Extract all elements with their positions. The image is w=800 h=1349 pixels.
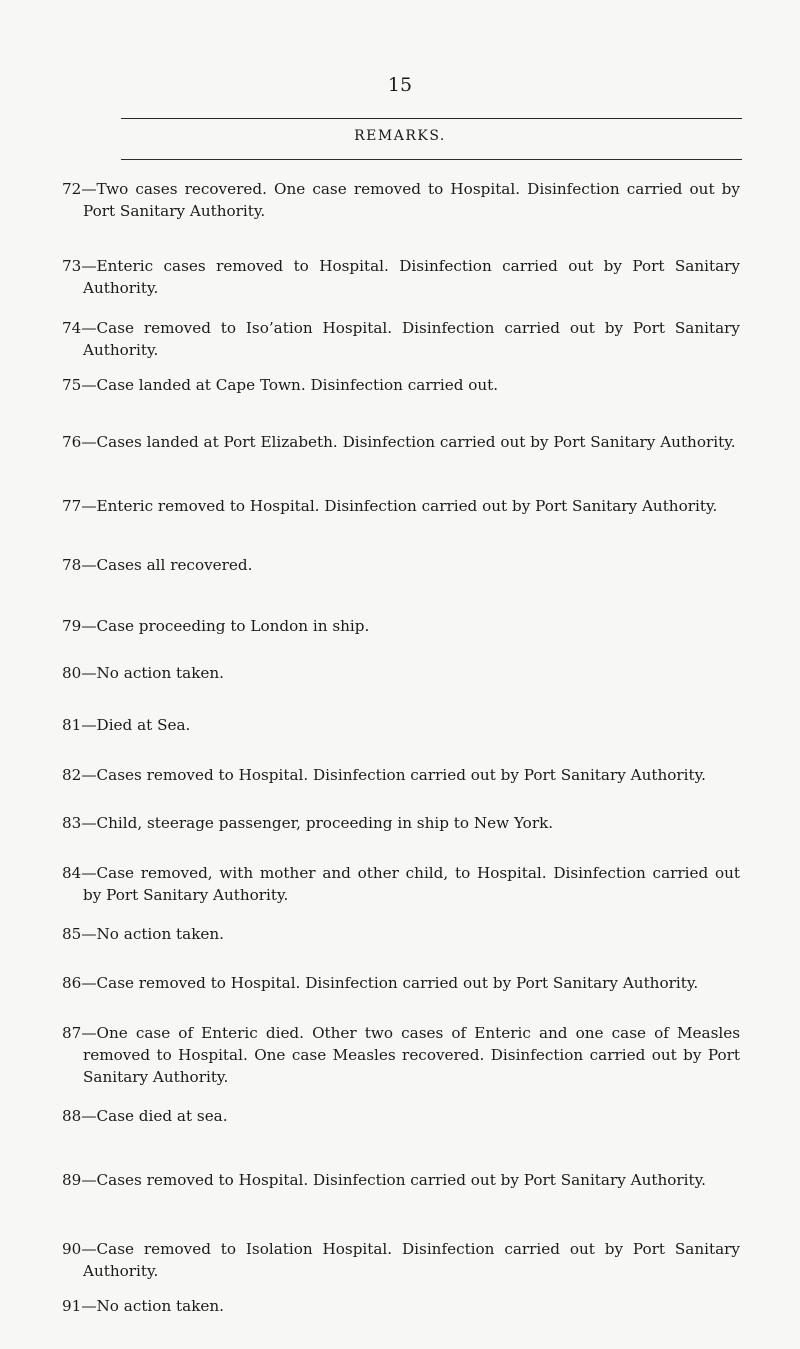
remark-82: 82—Cases removed to Hospital. Disinfection carried out by Port Sanitary Authority.: [62, 766, 707, 784]
remark-83: 83—Child, steerage passenger, proceeding in ship to New York.: [62, 814, 554, 832]
remark-90: 90—Case removed to Isolation Hospital. Disinfection carried out by Port Sanitary Authority.: [62, 1240, 740, 1280]
remark-77: 77—Enteric removed to Hospital. Disinfection carried out by Port Sanitary Authority.: [62, 497, 718, 515]
remark-87: 87—One case of Enteric died. Other two cases of Enteric and one case of Measles removed to Hospital. One case Measles recovered. Disinfection carried out by Port Sanitary Authority.: [62, 1024, 740, 1086]
remark-79: 79—Case proceeding to London in ship.: [62, 617, 370, 635]
remark-91: 91—No action taken.: [62, 1297, 225, 1315]
remark-73: 73—Enteric cases removed to Hospital. Disinfection carried out by Port Sanitary Authority.: [62, 257, 740, 297]
remark-85: 85—No action taken.: [62, 925, 225, 943]
remark-81: 81—Died at Sea.: [62, 716, 191, 734]
header-rule-top: [121, 118, 742, 119]
page-number: 15: [387, 74, 413, 96]
remark-78: 78—Cases all recovered.: [62, 556, 253, 574]
remark-80: 80—No action taken.: [62, 664, 225, 682]
remark-75: 75—Case landed at Cape Town. Disinfection carried out.: [62, 376, 499, 394]
section-title: REMARKS.: [354, 128, 446, 144]
remark-76: 76—Cases landed at Port Elizabeth. Disinfection carried out by Port Sanitary Authority.: [62, 433, 736, 451]
remark-74: 74—Case removed to Iso’ation Hospital. Disinfection carried out by Port Sanitary Authority.: [62, 319, 740, 359]
remark-89: 89—Cases removed to Hospital. Disinfection carried out by Port Sanitary Authority.: [62, 1171, 707, 1189]
remark-84: 84—Case removed, with mother and other child, to Hospital. Disinfection carried out by Port Sanitary Authority.: [62, 864, 740, 904]
header-rule-bottom: [121, 159, 742, 160]
remark-86: 86—Case removed to Hospital. Disinfection carried out by Port Sanitary Authority.: [62, 974, 699, 992]
remark-88: 88—Case died at sea.: [62, 1107, 228, 1125]
remark-72: 72—Two cases recovered. One case removed to Hospital. Disinfection carried out by Port Sanitary Authority.: [62, 180, 740, 220]
